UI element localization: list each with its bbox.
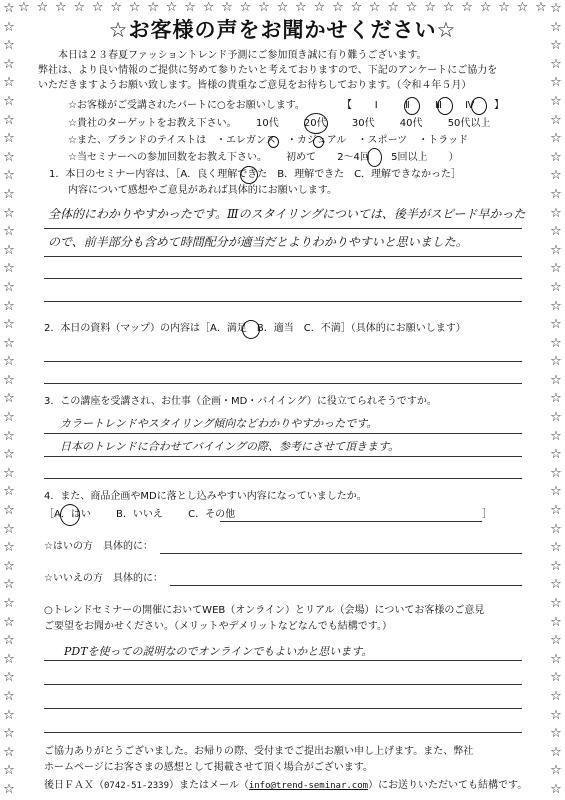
- border-star: ☆: [550, 596, 562, 611]
- circle-mark-elegance: [268, 136, 279, 148]
- border-star: ☆: [3, 503, 15, 519]
- part-option-2[interactable]: Ⅱ: [404, 100, 410, 111]
- border-star: ☆: [550, 503, 562, 519]
- fax-prefix: 後日ＦＡＸ（: [44, 780, 104, 791]
- border-star: ☆: [18, 0, 30, 15]
- q4-bracket-close: ］: [482, 509, 492, 520]
- page-title: ☆お客様の声をお聞かせください☆: [108, 18, 457, 42]
- taste-option-trad[interactable]: ・トラッド: [418, 135, 469, 146]
- q3-rule-1: [44, 433, 522, 434]
- border-star: ☆: [550, 484, 562, 500]
- border-star: ☆: [550, 38, 562, 54]
- border-star: ☆: [3, 744, 15, 760]
- border-star: ☆: [368, 0, 381, 15]
- border-star: ☆: [550, 279, 562, 295]
- q5-answer: PDTを使っての説明なのでオンラインでもよいかと思います。: [64, 645, 373, 658]
- border-star: ☆: [3, 335, 15, 351]
- border-star: ☆: [3, 131, 15, 147]
- q3-answer-line-2: 日本のトレンドに合わせてバイイングの際、参考にさせて頂きます。: [60, 440, 400, 453]
- border-star: ☆: [165, 0, 178, 15]
- border-star: ☆: [550, 56, 562, 72]
- count-option-2-4[interactable]: 2〜4回: [337, 152, 370, 163]
- intro-line-1: 本日は２３春夏ファッショントレンド予測にご参加頂き誠に有り難うございます。: [58, 50, 427, 61]
- border-star: ☆: [550, 763, 562, 779]
- q5-rule-1: [44, 660, 522, 661]
- border-star: ☆: [110, 0, 122, 15]
- border-star: ☆: [239, 0, 252, 15]
- circle-mark-part-2: [404, 97, 420, 115]
- border-star: ☆: [550, 168, 562, 184]
- border-star: ☆: [202, 0, 215, 15]
- intro-line-3: いただきますようお願い致します。皆様の貴重なご意見をお待ちしております。（令和４年５月）: [38, 80, 472, 91]
- fax-number: 0742-51-2339: [104, 781, 170, 791]
- border-star: ☆: [3, 372, 15, 388]
- border-star: ☆: [550, 577, 562, 593]
- border-star: ☆: [3, 149, 15, 165]
- border-star: ☆: [3, 354, 15, 370]
- count-option-5-plus[interactable]: 5回以上: [391, 152, 428, 163]
- border-star: ☆: [516, 0, 529, 15]
- footer-line-1: ご協力ありがとうございました。お帰りの際、受付までご提出お願い申し上げます。また、弊社: [44, 746, 474, 757]
- taste-option-sports[interactable]: ・スポーツ: [357, 135, 408, 146]
- border-star: ☆: [3, 577, 15, 593]
- border-star: ☆: [3, 38, 15, 54]
- border-star: ☆: [147, 0, 159, 15]
- circle-mark-understood-well: [240, 166, 258, 184]
- border-star: ☆: [550, 651, 562, 667]
- border-star: ☆: [3, 317, 15, 333]
- border-star: ☆: [550, 670, 562, 686]
- q4-other-rule: [220, 521, 482, 522]
- border-star: ☆: [442, 0, 455, 15]
- border-star: ☆: [550, 521, 562, 537]
- border-star: ☆: [295, 0, 307, 15]
- border-star: ☆: [3, 186, 15, 202]
- border-star: ☆: [3, 484, 15, 500]
- border-star: ☆: [36, 0, 49, 15]
- border-star: ☆: [535, 0, 547, 15]
- border-star: ☆: [3, 763, 15, 779]
- q5-question-line-2: ご要望をお聞かせください。（メリットやデメリットなどなんでも結構です。）: [44, 621, 392, 632]
- border-star: ☆: [550, 335, 562, 351]
- border-star: ☆: [3, 261, 15, 277]
- border-star: ☆: [3, 596, 15, 611]
- border-star: ☆: [550, 93, 562, 109]
- q4-option-no[interactable]: B．いいえ: [116, 509, 163, 520]
- border-star: ☆: [550, 744, 562, 760]
- border-star: ☆: [550, 131, 562, 147]
- border-star: ☆: [550, 354, 562, 370]
- border-star: ☆: [550, 707, 562, 723]
- count-label: ☆当セミナーへの参加回数をお教え下さい。: [68, 152, 267, 163]
- circle-mark-20s: [304, 113, 328, 134]
- border-star: ☆: [550, 149, 562, 165]
- border-star: ☆: [54, 0, 67, 15]
- target-option-10s[interactable]: 10代: [256, 118, 279, 129]
- circle-mark-casual: [313, 136, 324, 148]
- border-star: ☆: [3, 651, 15, 667]
- border-star: ☆: [550, 317, 562, 333]
- q5-rule-4: [44, 732, 522, 733]
- border-star: ☆: [550, 224, 562, 240]
- border-star: ☆: [3, 688, 15, 704]
- part-option-3[interactable]: Ⅲ: [435, 100, 443, 111]
- border-star: ☆: [3, 391, 15, 407]
- border-star: ☆: [276, 0, 289, 15]
- border-star: ☆: [550, 688, 562, 704]
- border-star: ☆: [3, 242, 15, 258]
- border-star: ☆: [550, 372, 562, 388]
- border-star: ☆: [550, 465, 562, 481]
- border-star: ☆: [128, 0, 141, 15]
- taste-label: ☆また、ブランドのテイストは: [68, 135, 207, 146]
- part-label: ☆お客様がご受講されたパートに○をお願いします。: [68, 100, 305, 111]
- border-star: ☆: [550, 298, 562, 314]
- border-star: ☆: [3, 168, 15, 184]
- q1-answer-line-2: ので、前半部分も含めて時間配分が適当だとよりわかりやすいと思いました。: [48, 235, 468, 249]
- border-star: ☆: [550, 242, 562, 258]
- border-star: ☆: [3, 112, 15, 128]
- border-star: ☆: [550, 540, 562, 556]
- q5-rule-3: [44, 708, 522, 709]
- q1-rule-1: [44, 228, 522, 229]
- q3-rule-2: [44, 456, 522, 457]
- border-star: ☆: [3, 670, 15, 686]
- border-star: ☆: [3, 726, 15, 742]
- border-star: ☆: [331, 0, 344, 15]
- border-star: ☆: [3, 781, 15, 797]
- border-star: ☆: [550, 75, 562, 91]
- border-star: ☆: [3, 1, 15, 16]
- q1-rule-4: [44, 301, 522, 302]
- border-star: ☆: [550, 391, 562, 407]
- border-star: ☆: [3, 558, 15, 574]
- taste-option-casual[interactable]: ・カジュアル: [286, 135, 347, 146]
- q4-no-label: ☆いいえの方 具体的に：: [44, 573, 163, 584]
- q5-question-line-1: ○トレンドセミナーの開催においてWEB（オンライン）とリアル（会場）についてお客様のご意見: [44, 605, 485, 616]
- part-option-1[interactable]: Ⅰ: [374, 100, 378, 111]
- taste-options: [216, 134, 468, 148]
- border-star: ☆: [3, 56, 15, 72]
- border-star: ☆: [184, 0, 196, 15]
- border-star: ☆: [461, 0, 473, 15]
- border-star: ☆: [3, 205, 15, 221]
- circle-mark-part-4: [471, 97, 487, 115]
- email-link[interactable]: info@trend-seminar.com: [248, 781, 369, 791]
- q3-rule-3: [44, 478, 522, 479]
- border-star: ☆: [3, 279, 15, 295]
- q3-question: 3．この講座を受講され、お仕事（企画・MD・バイイング）に役立てられそうですか。: [44, 396, 437, 407]
- target-label: ☆貴社のターゲットをお教え下さい。: [68, 118, 237, 129]
- border-star: ☆: [550, 726, 562, 742]
- circle-mark-part-3: [437, 97, 453, 115]
- q1-rule-3: [44, 278, 522, 279]
- border-star: ☆: [550, 558, 562, 574]
- target-option-50s-plus[interactable]: 50代以上: [447, 118, 491, 129]
- border-star: ☆: [550, 447, 562, 463]
- q4-option-other[interactable]: C．その他: [188, 509, 236, 520]
- target-option-30s[interactable]: 30代: [351, 118, 375, 129]
- footer-contact: [44, 779, 527, 793]
- q2-rule-1: [44, 361, 522, 362]
- fax-mid: ）またはメール（: [169, 780, 249, 791]
- border-star: ☆: [313, 0, 326, 15]
- border-star: ☆: [550, 1, 562, 16]
- left-star-border: [1, 0, 17, 800]
- taste-option-elegance[interactable]: ・エレガンス: [216, 135, 276, 146]
- border-star: ☆: [550, 19, 562, 35]
- border-star: ☆: [350, 0, 363, 15]
- q1-subtext: 内容について感想やご意見があれば具体的にお願いします。: [68, 185, 337, 196]
- border-star: ☆: [3, 75, 15, 91]
- footer-line-2: ホームページにお客さまの感想として掲載させて頂く場合がございます。: [44, 762, 373, 773]
- q5-rule-2: [44, 684, 522, 685]
- q3-answer-line-1: カラートレンドやスタイリング傾向などわかりやすかったです。: [60, 417, 378, 430]
- border-star: ☆: [3, 614, 15, 630]
- border-star: ☆: [3, 465, 15, 481]
- border-star: ☆: [3, 93, 15, 109]
- border-star: ☆: [3, 224, 15, 240]
- count-bracket-close: ）: [448, 152, 459, 163]
- q2-rule-2: [44, 383, 522, 384]
- border-star: ☆: [3, 521, 15, 537]
- target-options: [256, 117, 490, 131]
- border-star: ☆: [3, 633, 15, 649]
- border-star: ☆: [479, 0, 492, 15]
- border-star: ☆: [550, 261, 562, 277]
- border-star: ☆: [405, 0, 418, 15]
- q1-answer-line-1: 全体的にわかりやすかったです。Ⅲのスタイリングについては、後半がスピード早かった: [48, 207, 526, 221]
- border-star: ☆: [73, 0, 86, 15]
- border-star: ☆: [3, 447, 15, 463]
- intro-line-2: 弊社は、より良い情報のご提供に努めて参りたいと考えておりますので、下記のアンケートにご協力を: [38, 65, 498, 76]
- border-star: ☆: [550, 633, 562, 649]
- border-star: ☆: [424, 0, 436, 15]
- border-star: ☆: [221, 0, 233, 15]
- q4-no-rule: [170, 585, 522, 586]
- border-star: ☆: [550, 428, 562, 444]
- target-option-40s[interactable]: 40代: [399, 118, 423, 129]
- border-star: ☆: [550, 186, 562, 202]
- fax-suffix: ）にお送りいただいても結構です。: [368, 780, 528, 791]
- q1-question: 1．本日のセミナー内容は、［A．良く理解できた B．理解できた C．理解できなかった］: [49, 169, 462, 180]
- border-star: ☆: [550, 112, 562, 128]
- border-star: ☆: [550, 781, 562, 797]
- survey-sheet: [24, 0, 541, 800]
- q4-option-yes[interactable]: ［A．はい: [44, 509, 91, 520]
- border-star: ☆: [3, 540, 15, 556]
- q4-question: 4．また、商品企画やMDに落とし込みやすい内容になっていましたか。: [44, 491, 367, 502]
- target-option-20s[interactable]: 20代: [303, 118, 327, 129]
- border-star: ☆: [387, 0, 400, 15]
- right-star-border: [548, 0, 564, 800]
- border-star: ☆: [550, 205, 562, 221]
- part-bracket-open: 【: [342, 100, 352, 111]
- border-star: ☆: [258, 0, 270, 15]
- border-star: ☆: [550, 410, 562, 426]
- border-star: ☆: [498, 0, 510, 15]
- border-star: ☆: [3, 19, 15, 35]
- border-star: ☆: [3, 298, 15, 314]
- part-bracket-close: 】: [493, 100, 504, 111]
- count-option-first[interactable]: 初めて: [286, 152, 316, 163]
- circle-mark-2-4: [367, 148, 382, 167]
- border-star: ☆: [3, 410, 15, 426]
- part-option-4[interactable]: Ⅳ: [465, 100, 475, 111]
- border-star: ☆: [3, 428, 15, 444]
- q1-rule-2: [44, 256, 522, 257]
- q4-yes-label: ☆はいの方 具体的に：: [44, 541, 153, 552]
- border-star: ☆: [3, 707, 15, 723]
- border-star: ☆: [550, 614, 562, 630]
- border-star: ☆: [91, 0, 104, 15]
- q2-question: 2．本日の資料（マップ）の内容は［A．満足 B．適当 C．不満］（具体的にお願いします）: [44, 323, 466, 334]
- circle-mark-yes: [60, 504, 80, 526]
- q4-yes-rule: [160, 553, 522, 554]
- circle-mark-satisfied: [242, 320, 260, 339]
